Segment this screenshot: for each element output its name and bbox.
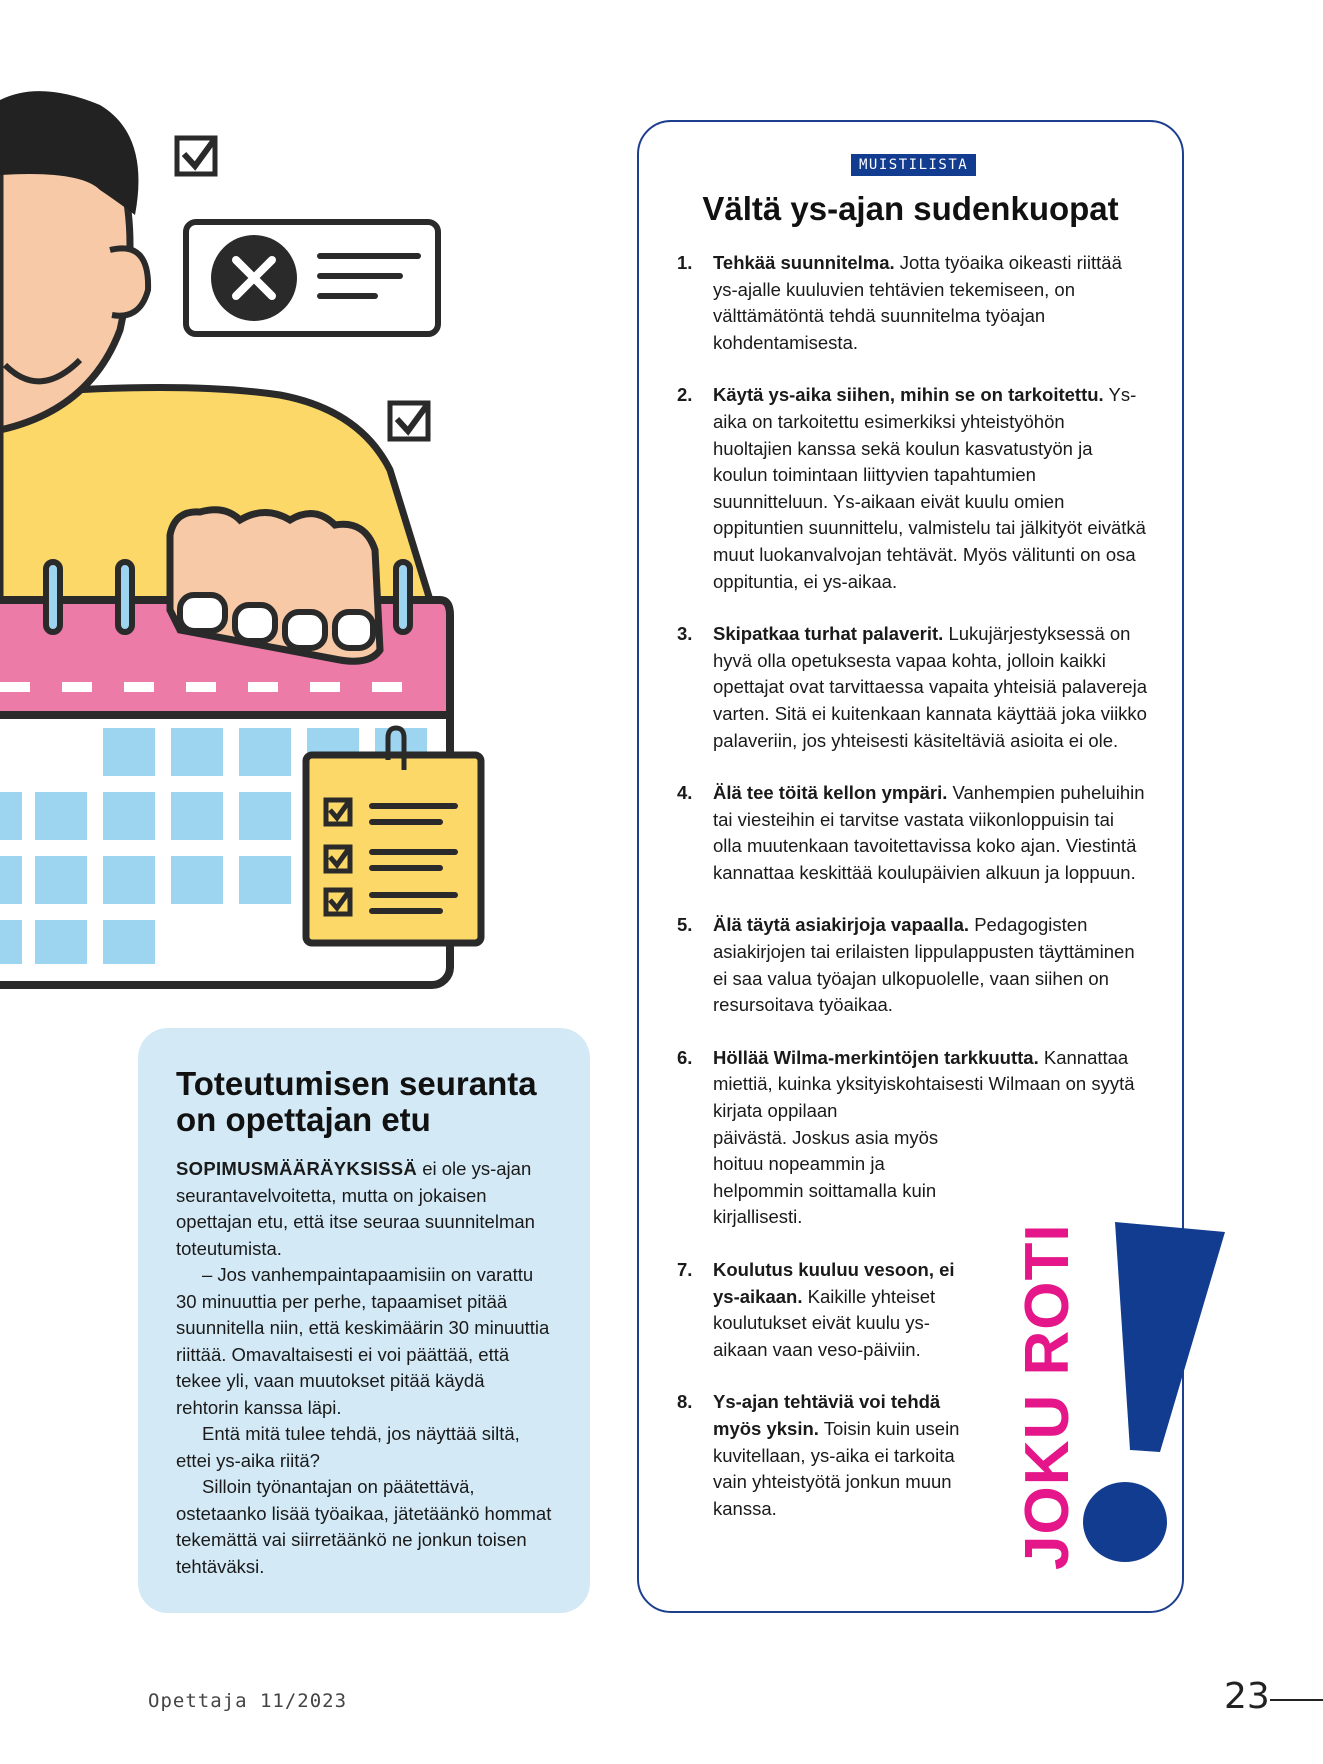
publication-label: Opettaja 11/2023 bbox=[148, 1690, 348, 1712]
list-item bbox=[677, 780, 1147, 886]
item-number: 3. bbox=[677, 623, 693, 645]
sticky-note-icon bbox=[306, 728, 481, 943]
list-item bbox=[677, 1257, 963, 1363]
item-number: 8. bbox=[677, 1391, 693, 1413]
item-text: Vanhempien puheluihin tai viesteihin ei tarvitse vastata viikonloppuisin tai olla muutenkaan tavoitettavissa koko ajan. Viestintä kannattaa keskittää koulupäivien alkuun ja loppuun. bbox=[713, 782, 1145, 883]
item-number: 7. bbox=[677, 1259, 693, 1280]
list-item bbox=[677, 1045, 1147, 1231]
list-item bbox=[677, 382, 1147, 595]
item-title: Koulutus kuuluu vesoon, ei ys-aikaan. bbox=[713, 1259, 955, 1307]
item-number: 2. bbox=[677, 384, 693, 406]
sidebar-lead-caps: SOPIMUSMÄÄRÄYKSISSÄ bbox=[176, 1158, 418, 1179]
checklist-title: Vältä ys-ajan sudenkuopat bbox=[702, 190, 1119, 227]
item-title: Tehkää suunnitelma. bbox=[713, 252, 895, 273]
list-item bbox=[677, 250, 1147, 356]
sidebar-paragraph: Entä mitä tulee tehdä, jos näyttää siltä, ettei ys-aika riitä? bbox=[176, 1423, 520, 1471]
item-title: Älä täytä asiakirjoja vapaalla. bbox=[713, 914, 970, 936]
item-number: 4. bbox=[677, 782, 693, 804]
sidebar-box bbox=[138, 1028, 590, 1613]
item-title: Skipatkaa turhat palaverit. bbox=[713, 623, 944, 645]
list-item bbox=[677, 621, 1147, 754]
exclamation-icon bbox=[1075, 1222, 1235, 1572]
item-number: 1. bbox=[677, 252, 693, 273]
item-text: Ys-aika on tarkoitettu esimerkiksi yhteistyöhön huoltajien kanssa sekä koulun kasvatustyön ja koulun toimintaan liittyvien tapahtumien suunnitteluun. Ys-aikaan eivät kuulu omien oppituntien suunnittelu, valmistelu tai jälkityöt eivätkä muut luokanvalvojan tehtävät. Myös välitunti on osa oppituntia, ei ys-aikaa. bbox=[713, 384, 1146, 592]
item-text: Kaikille yhteiset koulutukset eivät kuulu ys-aikaan vaan veso-päiviin. bbox=[713, 1285, 936, 1360]
sidebar-paragraph: – Jos vanhempaintapaamisiin on varattu 30 minuuttia per perhe, tapaamiset pitää suunnitella niin, että keskimäärin 30 minuuttia riittää. Omavaltaisesti ei voi päättää, että tekee yli, vaan muutokset pitää käydä rehtorin kanssa läpi. bbox=[176, 1264, 550, 1418]
item-text: Jotta työaika oikeasti riittää ys-ajalle kuuluvien tehtävien tekemiseen, on välttämätöntä tehdä suunnitelma työajan kohdentamisesta. bbox=[713, 252, 1122, 353]
sidebar-heading bbox=[176, 1066, 552, 1138]
item-text: Kannattaa miettiä, kuinka yksityiskohtaisesti Wilmaan on syytä kirjata oppilaan bbox=[713, 1046, 1135, 1122]
item-text: Pedagogisten asiakirjojen tai erilaisten lippulappusten täyttäminen ei saa valua työajan ulkopuolelle, vaan siihen on resursoitava työaikaa. bbox=[713, 914, 1135, 1016]
item-number: 5. bbox=[677, 914, 693, 936]
item-title: Älä tee töitä kellon ympäri. bbox=[713, 782, 948, 804]
item-title: Ys-ajan tehtäviä voi tehdä myös yksin. bbox=[713, 1391, 941, 1439]
item-title: Käytä ys-aika siihen, mihin se on tarkoitettu. bbox=[713, 384, 1104, 406]
checkbox-icon bbox=[177, 138, 215, 174]
checkbox-icon bbox=[390, 403, 428, 439]
list-item bbox=[677, 912, 1147, 1018]
sidebar-heading-line2: on opettajan etu bbox=[176, 1101, 431, 1138]
teacher-calendar-illustration bbox=[0, 0, 640, 1000]
checklist-tag: MUISTILISTA bbox=[851, 154, 976, 176]
list-item bbox=[677, 1389, 963, 1522]
item-title: Höllää Wilma-merkintöjen tarkkuutta. bbox=[713, 1046, 1039, 1068]
sidebar-paragraph: Silloin työnantajan on päätettävä, ostetaanko lisää työaikaa, jätetäänkö hommat tekemättä vai siirretäänkö ne jonkun toisen tehtäväksi. bbox=[176, 1476, 552, 1577]
sidebar-paragraph bbox=[176, 1156, 552, 1262]
item-text: päivästä. Joskus asia myös hoituu nopeammin ja helpommin soittamalla kuin kirjallisesti. bbox=[713, 1126, 939, 1228]
item-number: 6. bbox=[677, 1046, 693, 1068]
sidebar-paragraph-text: ei ole ys-ajan seurantavelvoitetta, mutta on jokaisen opettajan etu, että itse seuraa suunnitelman toteutumista. bbox=[176, 1158, 535, 1259]
item-text: Toisin kuin usein kuvitellaan, ys-aika ei tarkoita vain yhteistyötä jonkun muun kanssa. bbox=[713, 1417, 960, 1519]
item-text: Lukujärjestyksessä on hyvä olla opetuksesta vapaa kohta, jolloin kaikki opettajat ovat tarvittaessa vapaita yhteisiä palavereja varten. Sitä ei kuitenkaan kannata käyttää joka viikko palaveriin, jos yhteisesti käsiteltäviä asioita ei ole. bbox=[713, 623, 1147, 751]
divider bbox=[1270, 1699, 1323, 1701]
joku-roti-label: JOKU ROTI bbox=[1013, 1223, 1082, 1570]
sidebar-heading-line1: Toteutumisen seuranta bbox=[176, 1065, 537, 1102]
error-card-icon bbox=[186, 222, 438, 334]
page-number: 23 bbox=[1224, 1676, 1270, 1717]
